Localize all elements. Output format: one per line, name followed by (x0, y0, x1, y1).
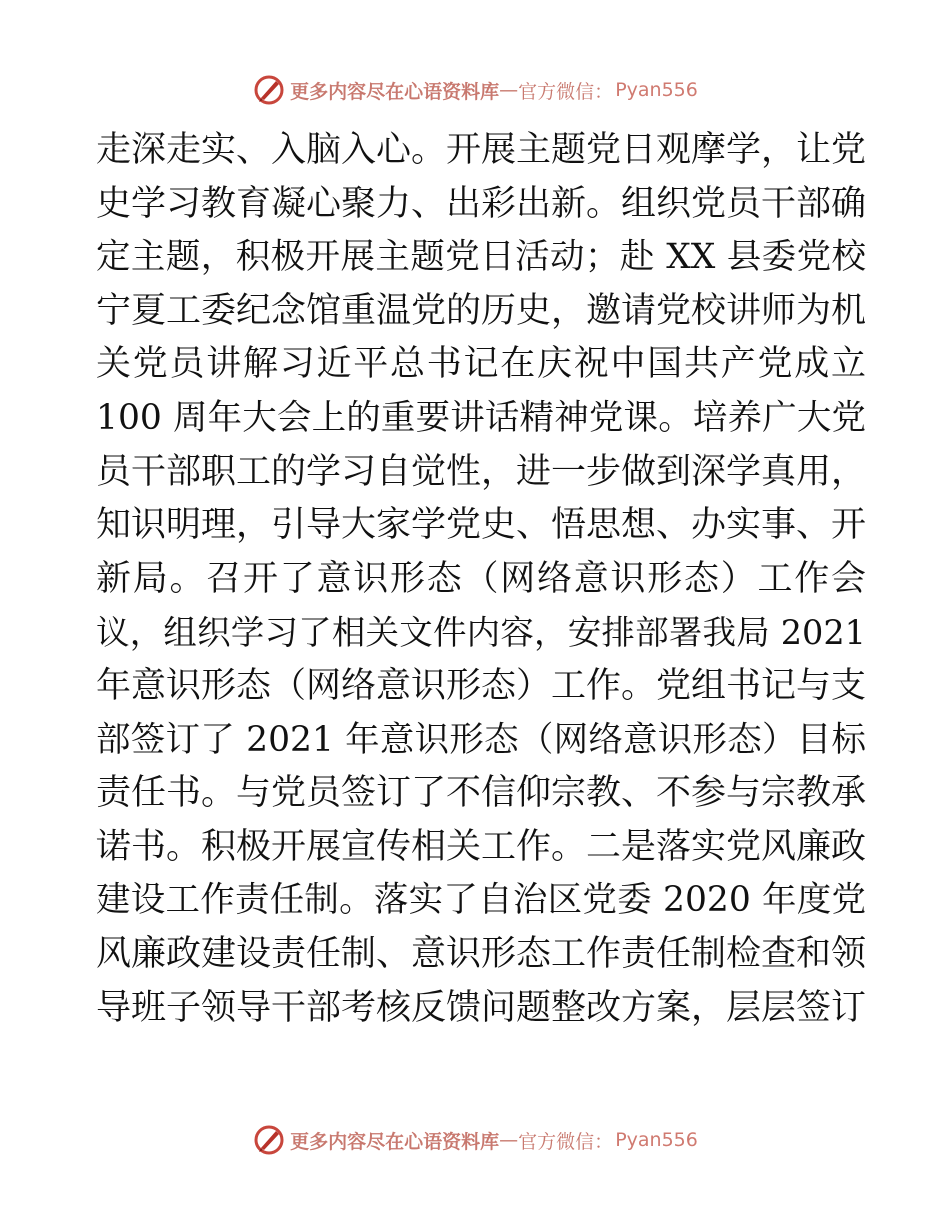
text-line: 知识明理，引导大家学党史、悟思想、办实事、开 (96, 505, 867, 546)
text-line: 走深走实、入脑入心。开展主题党日观摩学，让党 (96, 130, 867, 170)
text-line: 定主题，积极开展主题党日活动；赴 XX 县委党校 (96, 237, 866, 278)
header-watermark (0, 72, 950, 108)
text-line: 员干部职工的学习自觉性，进一步做到深学真用， (96, 451, 867, 492)
watermark-main-text: 更多内容尽在心语资料库 (290, 80, 500, 103)
text-line: 部签订了 2021 年意识形态（网络意识形态）目标 (96, 719, 866, 760)
watermark-wechat-id: Pyan556 (615, 1129, 698, 1151)
quill-pen-logo-icon (252, 1123, 286, 1157)
text-line: 建设工作责任制。落实了自治区党委 2020 年度党 (96, 880, 866, 921)
text-line: 导班子领导干部考核反馈问题整改方案，层层签订 (96, 987, 867, 1028)
footer-watermark (0, 1122, 950, 1158)
watermark-wechat-label: 官方微信： (518, 80, 614, 103)
text-line: 风廉政建设责任制、意识形态工作责任制检查和领 (96, 933, 867, 974)
text-line: 年意识形态（网络意识形态）工作。党组书记与支 (96, 665, 867, 706)
document-body (96, 124, 866, 1035)
text-line: 100 周年大会上的重要讲话精神党课。培养广大党 (96, 397, 866, 438)
watermark-dash: — (499, 79, 519, 101)
text-line: 关党员讲解习近平总书记在庆祝中国共产党成立 (96, 344, 866, 385)
watermark-wechat-label: 官方微信： (518, 1130, 614, 1153)
text-line: 责任书。与党员签订了不信仰宗教、不参与宗教承 (96, 773, 867, 814)
text-line: 议，组织学习了相关文件内容，安排部署我局 2021 (96, 613, 866, 653)
text-line: 诺书。积极开展宣传相关工作。二是落实党风廉政 (96, 826, 867, 867)
quill-pen-logo-icon (252, 73, 286, 107)
watermark-main-text: 更多内容尽在心语资料库 (290, 1130, 500, 1153)
text-line: 史学习教育凝心聚力、出彩出新。组织党员干部确 (96, 183, 867, 224)
watermark-dash: — (499, 1129, 519, 1151)
watermark-wechat-id: Pyan556 (615, 79, 698, 101)
text-line: 宁夏工委纪念馆重温党的历史，邀请党校讲师为机 (96, 290, 867, 331)
text-line: 新局。召开了意识形态（网络意识形态）工作会 (96, 558, 866, 599)
